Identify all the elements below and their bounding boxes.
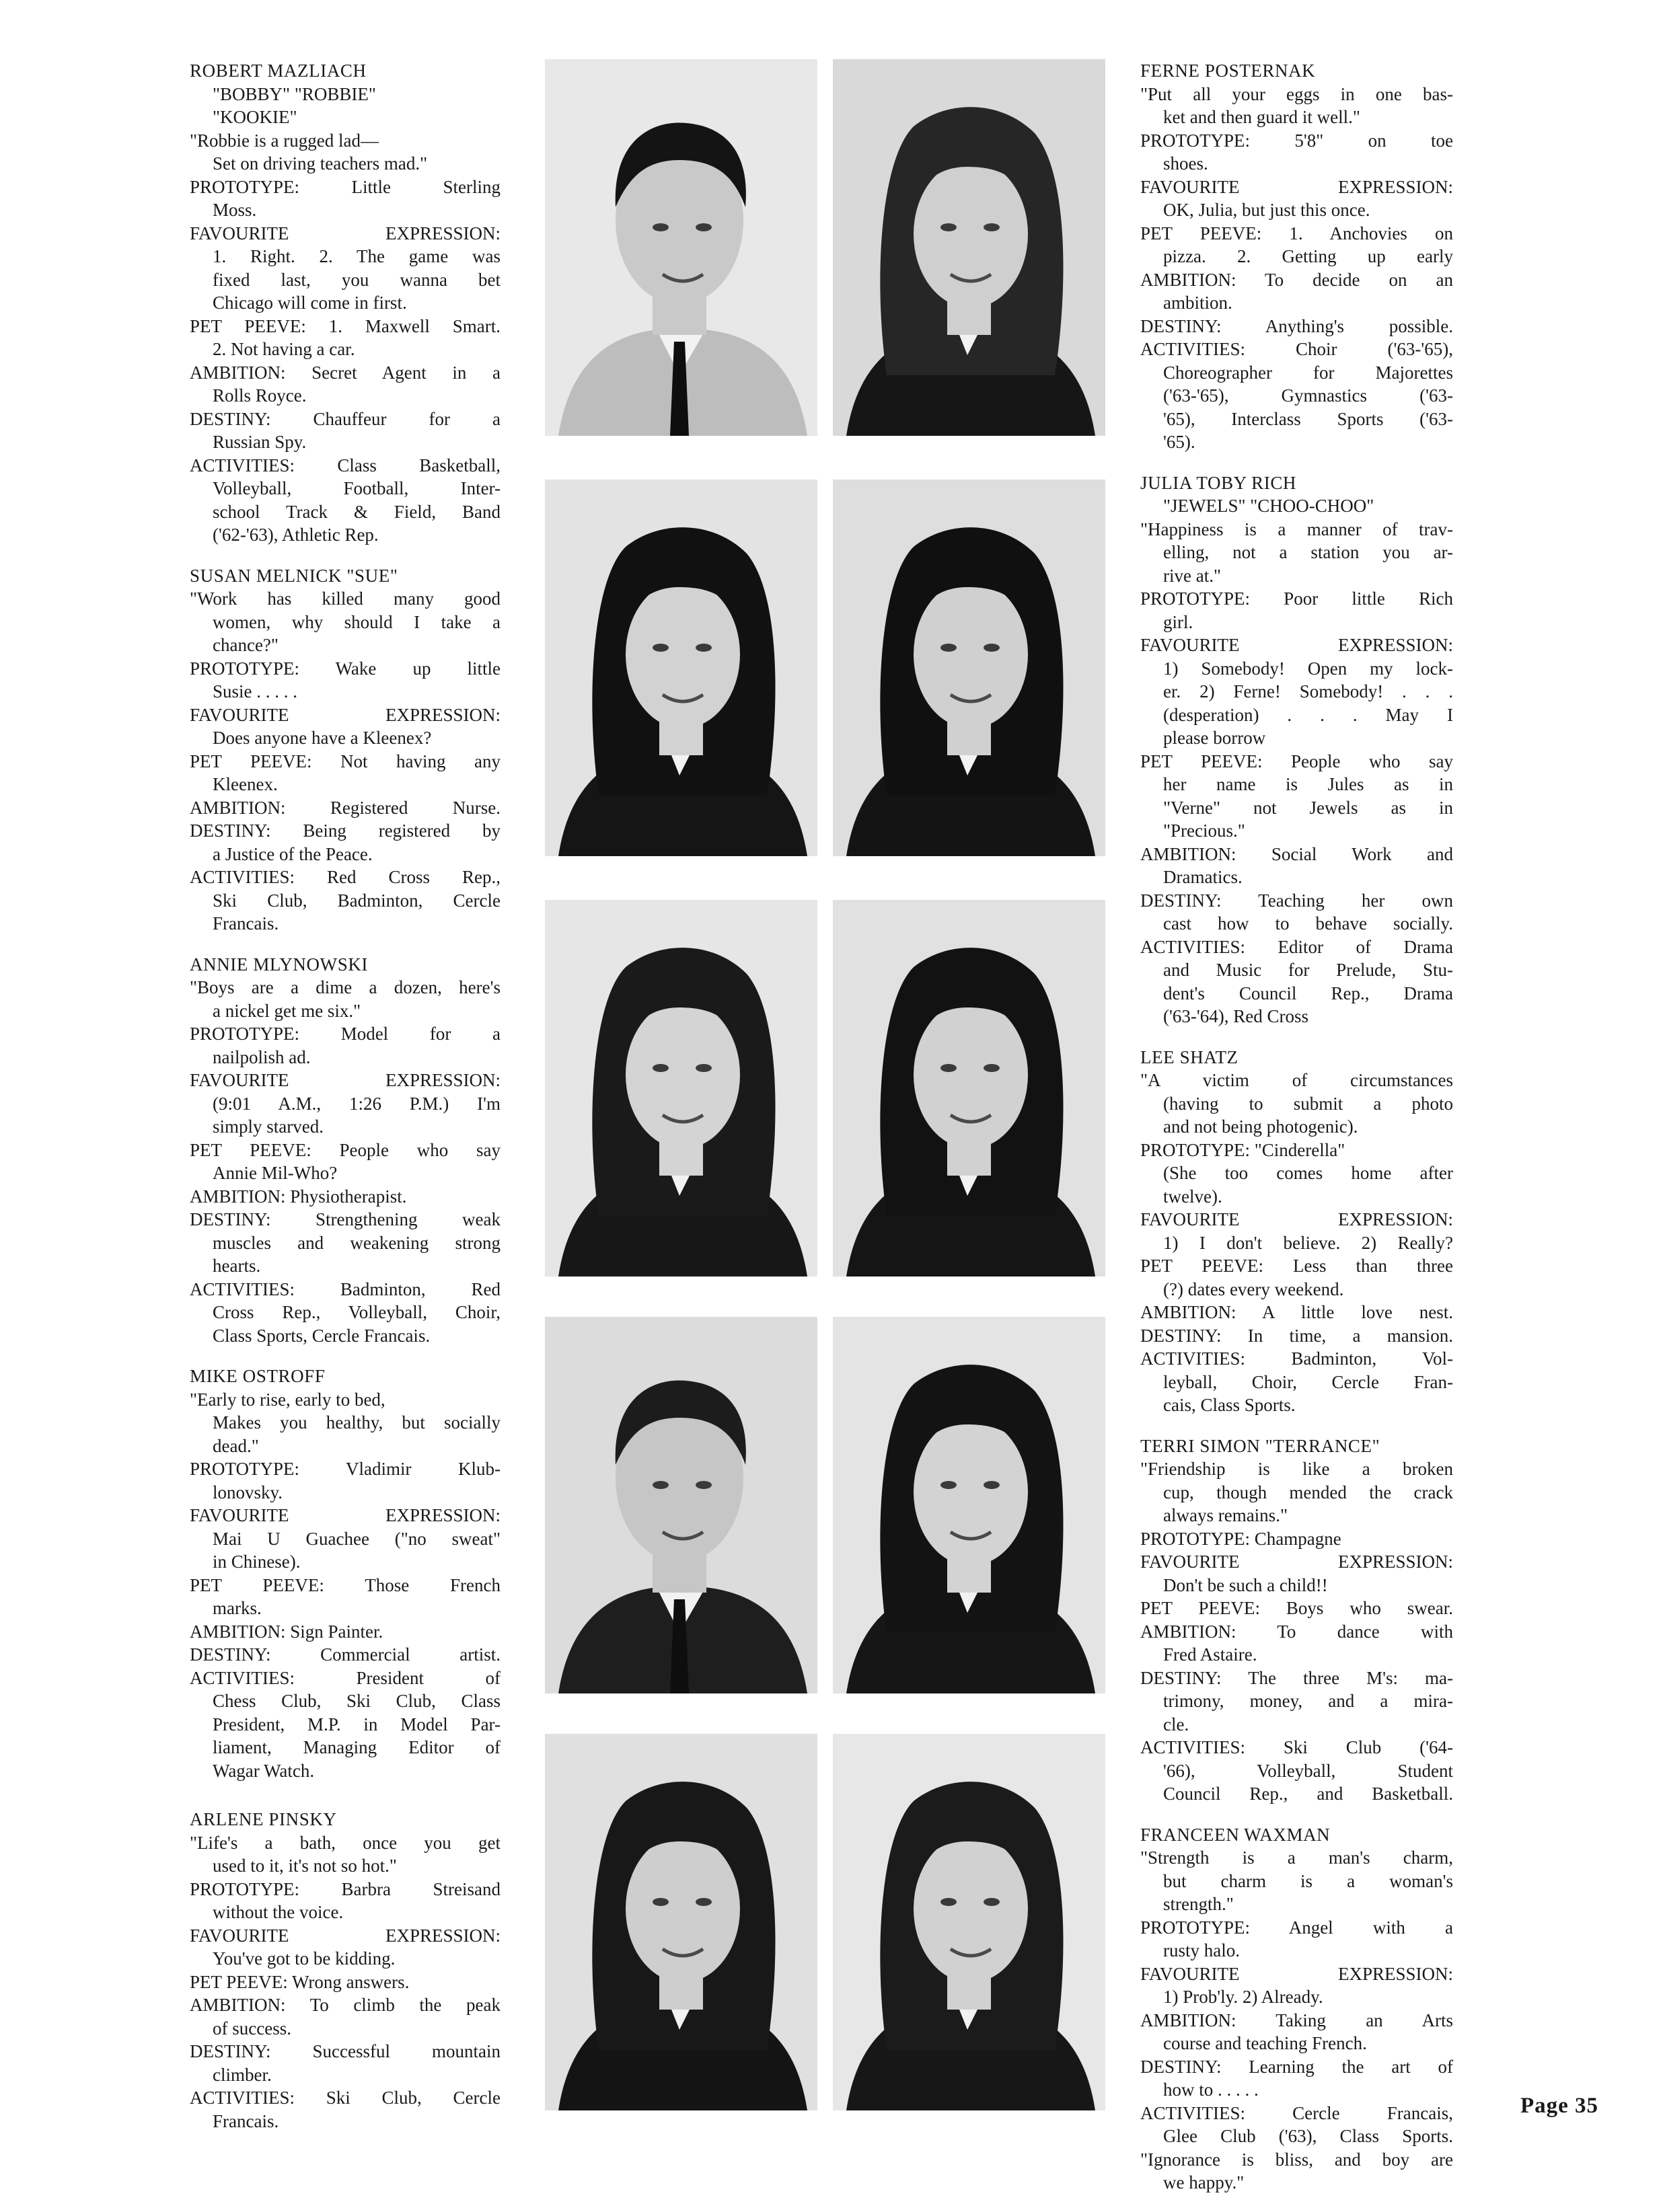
entry-line: ('63-'65), Gymnastics ('63-	[1163, 385, 1453, 406]
entry-line: (desperation) . . . May I	[1163, 704, 1453, 725]
page-number: Page 35	[1520, 2094, 1598, 2118]
entry-line: leyball, Choir, Cercle Fran-	[1163, 1371, 1453, 1392]
entry-line: Annie Mil-Who?	[213, 1163, 338, 1183]
entry-line: DESTINY: Being registered by	[190, 821, 501, 841]
student-portrait	[833, 480, 1105, 856]
student-portrait	[833, 1734, 1105, 2110]
student-name: ARLENE PINSKY	[190, 1809, 337, 1829]
entry-line: PET PEEVE: People who say	[190, 1139, 501, 1160]
entry-line: "Verne" not Jewels as in	[1163, 797, 1453, 818]
entry-line: "Strength is a man's charm,	[1140, 1847, 1453, 1868]
entry-line: "Friendship is like a broken	[1140, 1459, 1453, 1479]
entry-line: Kleenex.	[213, 774, 278, 794]
entry-line: "JEWELS" "CHOO-CHOO"	[1163, 496, 1374, 516]
entry-line: Volleyball, Football, Inter-	[213, 478, 501, 498]
entry-line: AMBITION: To dance with	[1140, 1621, 1453, 1642]
entry-line: girl.	[1163, 611, 1193, 632]
entry-line: "Ignorance is bliss, and boy are	[1140, 2149, 1453, 2170]
student-portrait	[833, 900, 1105, 1276]
entry-line: AMBITION: Registered Nurse.	[190, 797, 501, 818]
entry-line: cast how to behave socially.	[1163, 913, 1453, 933]
student-name: FERNE POSTERNAK	[1140, 61, 1316, 81]
entry-line: "KOOKIE"	[213, 107, 297, 127]
entry-line: Francais.	[213, 2110, 279, 2131]
entry-line: of success.	[213, 2018, 291, 2038]
entry-line: "Robbie is a rugged lad—	[190, 130, 379, 151]
entry-line: "Precious."	[1163, 821, 1245, 841]
entry-line: dead."	[213, 1435, 259, 1456]
entry-line: FAVOURITE EXPRESSION:	[190, 704, 501, 725]
entry-line: PET PEEVE: People who say	[1140, 751, 1453, 771]
right-text-column	[1140, 59, 1453, 2212]
entry-line: PROTOTYPE: Vladimir Klub-	[190, 1459, 501, 1479]
entry-line: women, why should I take a	[213, 611, 501, 632]
entry-line: "BOBBY" "ROBBIE"	[213, 83, 376, 104]
entry-line: AMBITION: Sign Painter.	[190, 1621, 383, 1642]
entry-line: PROTOTYPE: Wake up little	[190, 658, 501, 679]
entry-line: FAVOURITE EXPRESSION:	[1140, 1209, 1453, 1229]
entry-line: course and teaching French.	[1163, 2033, 1367, 2053]
student-name: MIKE OSTROFF	[190, 1366, 326, 1386]
entry-line: Francais.	[213, 913, 279, 933]
entry-line: we happy."	[1163, 2172, 1245, 2192]
student-name: TERRI SIMON "TERRANCE"	[1140, 1435, 1380, 1456]
entry-line: AMBITION: To decide on an	[1140, 269, 1453, 290]
student-name: LEE SHATZ	[1140, 1046, 1239, 1067]
entry-line: muscles and weakening strong	[213, 1232, 501, 1253]
entry-line: ACTIVITIES: Badminton, Red	[190, 1279, 501, 1299]
entry-line: PET PEEVE: Less than three	[1140, 1256, 1453, 1276]
student-name: SUSAN MELNICK "SUE"	[190, 565, 398, 586]
entry-line: Chicago will come in first.	[213, 293, 407, 313]
entry-line: Russian Spy.	[213, 432, 307, 452]
entry-line: and not being photogenic).	[1163, 1116, 1358, 1137]
student-name: JULIA TOBY RICH	[1140, 472, 1297, 493]
entry-line: Makes you healthy, but socially	[213, 1412, 501, 1433]
entry-line: "Put all your eggs in one bas-	[1140, 83, 1453, 104]
entry-line: and Music for Prelude, Stu-	[1163, 960, 1453, 980]
student-portrait	[545, 59, 817, 436]
entry-line: PET PEEVE: 1. Maxwell Smart.	[190, 315, 501, 336]
entry-line: Choreographer for Majorettes	[1163, 362, 1453, 383]
entry-line: fixed last, you wanna bet	[213, 269, 501, 290]
entry-line: Susie . . . . .	[213, 681, 298, 701]
student-entry	[190, 564, 501, 936]
entry-line: "Boys are a dime a dozen, here's	[190, 977, 501, 997]
entry-line: Dramatics.	[1163, 867, 1243, 887]
entry-line: PROTOTYPE: Poor little Rich	[1140, 588, 1453, 609]
entry-line: ACTIVITIES: Cercle Francais,	[1140, 2102, 1453, 2123]
entry-line: "Work has killed many good	[190, 588, 501, 609]
entry-line: how to . . . . .	[1163, 2080, 1259, 2100]
entry-line: PET PEEVE: Wrong answers.	[190, 1971, 410, 1992]
entry-line: strength."	[1163, 1894, 1234, 1914]
entry-line: President, M.P. in Model Par-	[213, 1714, 501, 1734]
student-portrait	[545, 1734, 817, 2110]
entry-line: Set on driving teachers mad."	[213, 153, 428, 174]
entry-line: DESTINY: Strengthening weak	[190, 1209, 501, 1229]
entry-line: "Early to rise, early to bed,	[190, 1389, 385, 1410]
entry-line: rusty halo.	[1163, 1940, 1240, 1960]
entry-line: nailpolish ad.	[213, 1046, 311, 1067]
entry-line: "Life's a bath, once you get	[190, 1832, 501, 1853]
entry-line: Rolls Royce.	[213, 385, 307, 406]
entry-line: PET PEEVE: 1. Anchovies on	[1140, 223, 1453, 243]
entry-line: Don't be such a child!!	[1163, 1574, 1328, 1595]
entry-line: '65).	[1163, 432, 1195, 452]
entry-line: Glee Club ('63), Class Sports.	[1163, 2126, 1453, 2146]
entry-line: in Chinese).	[213, 1552, 301, 1572]
student-name: ANNIE MLYNOWSKI	[190, 954, 369, 975]
entry-line: FAVOURITE EXPRESSION:	[1140, 635, 1453, 655]
entry-line: ACTIVITIES: President of	[190, 1667, 501, 1688]
student-name: FRANCEEN WAXMAN	[1140, 1824, 1331, 1845]
entry-line: FAVOURITE EXPRESSION:	[190, 223, 501, 243]
entry-line: a Justice of the Peace.	[213, 843, 373, 864]
entry-line: 1) Prob'ly. 2) Already.	[1163, 1987, 1323, 2007]
entry-line: cais, Class Sports.	[1163, 1395, 1296, 1415]
entry-line: liament, Managing Editor of	[213, 1737, 501, 1757]
entry-line: 1) I don't believe. 2) Really?	[1163, 1232, 1453, 1253]
entry-line: AMBITION: Social Work and	[1140, 843, 1453, 864]
entry-line: Does anyone have a Kleenex?	[213, 728, 432, 748]
entry-line: Moss.	[213, 200, 257, 220]
entry-line: AMBITION: A little love nest.	[1140, 1302, 1453, 1322]
student-portrait	[833, 59, 1105, 436]
entry-line: PROTOTYPE: "Cinderella"	[1140, 1139, 1345, 1160]
entry-line: cup, though mended the crack	[1163, 1482, 1453, 1502]
entry-line: '65), Interclass Sports ('63-	[1163, 408, 1453, 429]
entry-line: PROTOTYPE: Model for a	[190, 1024, 501, 1044]
entry-line: DESTINY: The three M's: ma-	[1140, 1667, 1453, 1688]
entry-line: twelve).	[1163, 1186, 1222, 1207]
entry-line: You've got to be kidding.	[213, 1948, 396, 1969]
entry-line: without the voice.	[213, 1902, 344, 1922]
entry-line: 2. Not having a car.	[213, 339, 355, 359]
entry-line: Class Sports, Cercle Francais.	[213, 1325, 431, 1346]
entry-line: Ski Club, Badminton, Cercle	[213, 890, 501, 911]
entry-line: ACTIVITIES: Class Basketball,	[190, 455, 501, 475]
entry-line: her name is Jules as in	[1163, 774, 1453, 794]
entry-line: school Track & Field, Band	[213, 501, 501, 522]
entry-line: ACTIVITIES: Choir ('63-'65),	[1140, 339, 1453, 359]
entry-line: dent's Council Rep., Drama	[1163, 983, 1453, 1003]
student-entry	[190, 1808, 501, 2133]
entry-line: PROTOTYPE: Little Sterling	[190, 176, 501, 197]
entry-line: PET PEEVE: Not having any	[190, 751, 501, 771]
entry-line: PROTOTYPE: Barbra Streisand	[190, 1878, 501, 1899]
student-entry	[1140, 1823, 1453, 2195]
student-entry	[1140, 59, 1453, 454]
entry-line: 1. Right. 2. The game was	[213, 246, 501, 266]
entry-line: er. 2) Ferne! Somebody! . . .	[1163, 681, 1453, 701]
entry-line: PET PEEVE: Boys who swear.	[1140, 1598, 1453, 1618]
entry-line: ACTIVITIES: Ski Club ('64-	[1140, 1737, 1453, 1757]
entry-line: please borrow	[1163, 728, 1266, 748]
entry-line: FAVOURITE EXPRESSION:	[190, 1070, 501, 1090]
entry-line: '66), Volleyball, Student	[1163, 1760, 1453, 1781]
entry-line: (She too comes home after	[1163, 1163, 1453, 1183]
entry-line: Wagar Watch.	[213, 1760, 315, 1781]
entry-line: DESTINY: Commercial artist.	[190, 1644, 501, 1665]
entry-line: PROTOTYPE: 5'8" on toe	[1140, 130, 1453, 151]
entry-line: DESTINY: Anything's possible.	[1140, 315, 1453, 336]
entry-line: DESTINY: Chauffeur for a	[190, 408, 501, 429]
entry-line: pizza. 2. Getting up early	[1163, 246, 1453, 266]
entry-line: PROTOTYPE: Angel with a	[1140, 1917, 1453, 1938]
entry-line: Fred Astaire.	[1163, 1644, 1257, 1665]
entry-line: ACTIVITIES: Ski Club, Cercle	[190, 2088, 501, 2108]
entry-line: PROTOTYPE: Champagne	[1140, 1528, 1341, 1549]
entry-line: a nickel get me six."	[213, 1000, 361, 1021]
entry-line: FAVOURITE EXPRESSION:	[1140, 1963, 1453, 1984]
entry-line: DESTINY: Successful mountain	[190, 2041, 501, 2061]
entry-line: ('62-'63), Athletic Rep.	[213, 525, 379, 545]
entry-line: Mai U Guachee ("no sweat"	[213, 1528, 501, 1549]
entry-line: (9:01 A.M., 1:26 P.M.) I'm	[213, 1093, 501, 1114]
entry-line: DESTINY: Learning the art of	[1140, 2056, 1453, 2077]
entry-line: (having to submit a photo	[1163, 1093, 1453, 1114]
student-entry	[190, 1365, 501, 1782]
entry-line: chance?"	[213, 635, 279, 655]
entry-line: hearts.	[213, 1256, 261, 1276]
entry-line: OK, Julia, but just this once.	[1163, 200, 1370, 220]
entry-line: AMBITION: Physiotherapist.	[190, 1186, 407, 1207]
entry-line: ambition.	[1163, 293, 1232, 313]
entry-line: climber.	[213, 2064, 272, 2085]
left-text-column	[190, 59, 501, 2150]
entry-line: ACTIVITIES: Editor of Drama	[1140, 936, 1453, 957]
entry-line: DESTINY: In time, a mansion.	[1140, 1325, 1453, 1346]
student-portrait	[545, 480, 817, 856]
entry-line: ('63-'64), Red Cross	[1163, 1006, 1308, 1026]
entry-line: AMBITION: Taking an Arts	[1140, 2010, 1453, 2030]
entry-line: elling, not a station you ar-	[1163, 542, 1453, 562]
entry-line: AMBITION: Secret Agent in a	[190, 362, 501, 383]
entry-line: ket and then guard it well."	[1163, 107, 1360, 127]
entry-line: FAVOURITE EXPRESSION:	[190, 1925, 501, 1946]
entry-line: FAVOURITE EXPRESSION:	[190, 1505, 501, 1525]
student-entry	[1140, 1046, 1453, 1417]
entry-line: "Happiness is a manner of trav-	[1140, 519, 1453, 539]
entry-line: lonovsky.	[213, 1482, 283, 1502]
entry-line: Chess Club, Ski Club, Class	[213, 1691, 501, 1711]
entry-line: PET PEEVE: Those French	[190, 1574, 501, 1595]
entry-line: DESTINY: Teaching her own	[1140, 890, 1453, 911]
entry-line: ACTIVITIES: Badminton, Vol-	[1140, 1348, 1453, 1369]
student-entry	[1140, 471, 1453, 1028]
entry-line: used to it, it's not so hot."	[213, 1856, 397, 1876]
entry-line: AMBITION: To climb the peak	[190, 1995, 501, 2015]
entry-line: simply starved.	[213, 1116, 324, 1137]
entry-line: FAVOURITE EXPRESSION:	[1140, 1552, 1453, 1572]
student-entry	[190, 59, 501, 547]
student-portrait	[545, 900, 817, 1276]
student-portrait	[545, 1317, 817, 1693]
entry-line: ACTIVITIES: Red Cross Rep.,	[190, 867, 501, 887]
student-entry	[1140, 1435, 1453, 1806]
entry-line: (?) dates every weekend.	[1163, 1279, 1344, 1299]
student-entry	[190, 953, 501, 1348]
entry-line: cle.	[1163, 1714, 1189, 1734]
entry-line: Cross Rep., Volleyball, Choir,	[213, 1302, 501, 1322]
entry-line: marks.	[213, 1598, 262, 1618]
entry-line: FAVOURITE EXPRESSION:	[1140, 176, 1453, 197]
student-name: ROBERT MAZLIACH	[190, 61, 367, 81]
entry-line: trimony, money, and a mira-	[1163, 1691, 1453, 1711]
entry-line: "A victim of circumstances	[1140, 1070, 1453, 1090]
student-portrait	[833, 1317, 1105, 1693]
entry-line: 1) Somebody! Open my lock-	[1163, 658, 1453, 679]
entry-line: but charm is a woman's	[1163, 1870, 1453, 1891]
entry-line: always remains."	[1163, 1505, 1288, 1525]
entry-line: rive at."	[1163, 565, 1221, 586]
entry-line: shoes.	[1163, 153, 1208, 174]
entry-line: Council Rep., and Basketball.	[1163, 1784, 1453, 1804]
